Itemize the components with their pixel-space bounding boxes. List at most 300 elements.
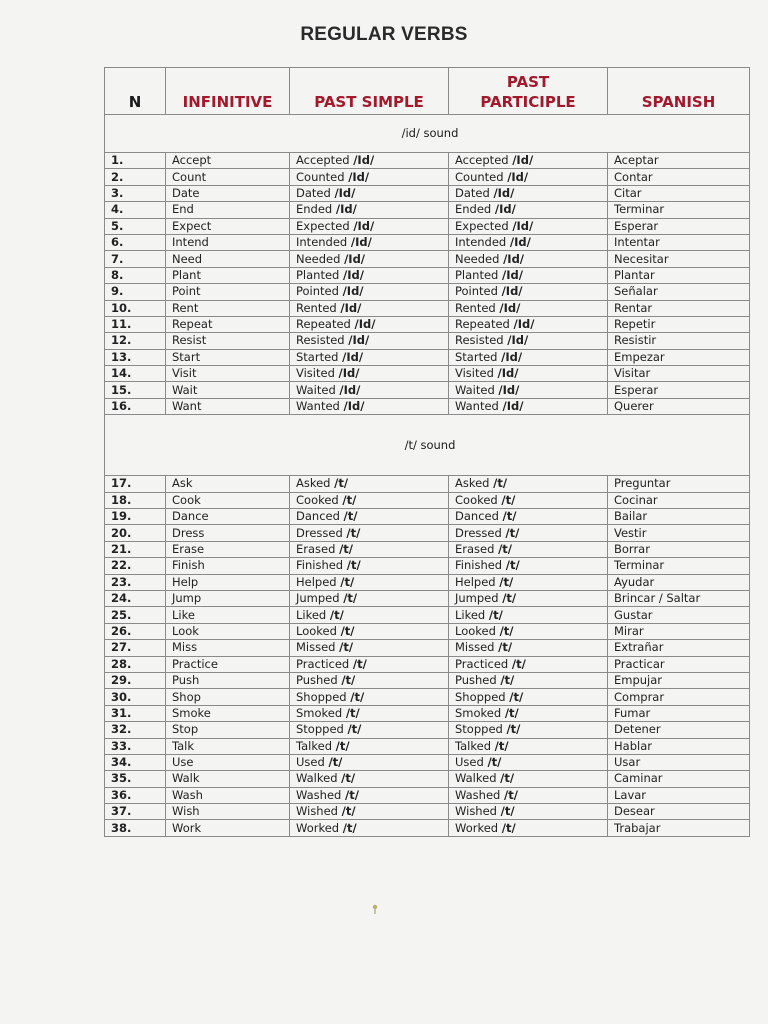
cell-spanish: Querer (608, 398, 750, 414)
verb-form: Worked (296, 820, 340, 835)
cell-number: 16. (105, 398, 166, 414)
sound-marker: /t/ (340, 623, 355, 638)
sound-marker: /Id/ (335, 202, 357, 217)
table-row (105, 623, 750, 639)
cell-past-participle (449, 607, 608, 623)
verb-form: Walked (455, 771, 497, 786)
cell-spanish: Cocinar (608, 492, 750, 508)
verb-form: Asked (296, 476, 331, 491)
header-past-participle-line1: PAST (506, 73, 550, 91)
cell-past-simple (290, 558, 449, 574)
verb-form: Waited (455, 382, 495, 397)
verb-form: Talked (296, 738, 332, 753)
cell-spanish: Visitar (608, 366, 750, 382)
sound-marker: /t/ (328, 755, 343, 770)
verb-form: Erased (296, 542, 336, 556)
cell-number: 37. (105, 804, 166, 820)
sound-marker: /Id/ (503, 251, 525, 266)
cell-number: 19. (105, 509, 166, 525)
cell-infinitive: Repeat (166, 316, 290, 332)
cell-infinitive: End (166, 202, 290, 218)
cell-spanish: Terminar (608, 558, 750, 574)
verb-form: Counted (296, 169, 345, 184)
section-heading-row (105, 415, 750, 476)
sound-marker: /Id/ (507, 333, 529, 348)
cell-number: 28. (105, 656, 166, 672)
verb-form: Asked (455, 476, 490, 491)
cell-past-participle (449, 185, 608, 201)
sound-marker: /Id/ (354, 317, 376, 332)
cell-spanish: Esperar (608, 218, 750, 234)
cell-number: 9. (105, 284, 166, 300)
verb-form: Needed (296, 251, 341, 266)
table-row (105, 366, 750, 382)
cell-infinitive: Talk (166, 738, 290, 754)
cell-spanish: Fumar (608, 705, 750, 721)
sound-marker: /t/ (494, 738, 509, 753)
cell-infinitive: Wait (166, 382, 290, 398)
cell-number: 5. (105, 218, 166, 234)
verb-form: Dated (455, 185, 490, 200)
sound-marker: /t/ (499, 623, 514, 638)
verb-form: Helped (455, 574, 496, 589)
section-heading-row (105, 115, 750, 153)
sound-marker: /Id/ (493, 185, 515, 200)
verb-form: Rented (296, 300, 337, 315)
cell-past-participle (449, 558, 608, 574)
regular-verbs-table (104, 67, 750, 837)
verb-form: Wanted (455, 399, 499, 414)
cell-past-simple (290, 574, 449, 590)
cell-number: 12. (105, 333, 166, 349)
sound-marker: /t/ (504, 787, 518, 802)
verb-form: Jumped (296, 591, 340, 606)
verb-form: Wanted (296, 399, 340, 414)
cell-number: 32. (105, 722, 166, 738)
verb-form: Waited (296, 382, 336, 397)
verb-form: Cooked (455, 492, 498, 507)
cell-past-participle (449, 738, 608, 754)
table-row (105, 382, 750, 398)
cell-spanish: Hablar (608, 738, 750, 754)
table-header-row (105, 68, 750, 115)
sound-marker: /t/ (346, 525, 361, 540)
cell-past-simple (290, 722, 449, 738)
cell-spanish: Practicar (608, 656, 750, 672)
sound-marker: /Id/ (494, 202, 516, 217)
verb-form: Planted (455, 267, 499, 282)
sound-marker: /Id/ (334, 185, 356, 200)
table-row (105, 574, 750, 590)
sound-marker: /t/ (346, 558, 361, 573)
table-body (105, 115, 750, 837)
sound-marker: /Id/ (348, 333, 370, 348)
cell-past-participle (449, 771, 608, 787)
sound-marker: /Id/ (509, 235, 531, 250)
verb-form: Expected (455, 218, 509, 233)
verb-form: Intended (455, 235, 507, 250)
header-past-participle (449, 68, 608, 115)
verb-form: Liked (296, 607, 327, 622)
cell-past-participle (449, 218, 608, 234)
cell-spanish: Empezar (608, 349, 750, 365)
table-row (105, 284, 750, 300)
cell-past-participle (449, 202, 608, 218)
sound-marker: /t/ (341, 771, 356, 786)
sound-marker: /t/ (505, 558, 520, 573)
cell-number: 15. (105, 382, 166, 398)
cell-past-participle (449, 754, 608, 770)
cell-number: 30. (105, 689, 166, 705)
verb-form: Expected (296, 218, 350, 233)
verb-form: Shopped (296, 689, 347, 704)
verb-form: Practiced (455, 656, 509, 671)
cell-spanish: Borrar (608, 541, 750, 557)
cell-infinitive: Plant (166, 267, 290, 283)
cell-infinitive: Want (166, 398, 290, 414)
cell-past-simple (290, 787, 449, 803)
sound-marker: /Id/ (339, 382, 361, 397)
table-row (105, 590, 750, 606)
verb-form: Looked (455, 623, 496, 638)
verb-form: Rented (455, 300, 496, 315)
verb-form: Wished (296, 804, 338, 819)
cell-past-simple (290, 804, 449, 820)
table-row (105, 509, 750, 525)
verb-form: Helped (296, 574, 337, 589)
cell-spanish: Trabajar (608, 820, 750, 836)
cell-number: 25. (105, 607, 166, 623)
cell-past-participle (449, 525, 608, 541)
cell-past-participle (449, 300, 608, 316)
sound-marker: /t/ (501, 820, 516, 835)
cell-number: 3. (105, 185, 166, 201)
verb-form: Dressed (296, 525, 343, 540)
cell-past-participle (449, 251, 608, 267)
cell-infinitive: Dress (166, 525, 290, 541)
cell-past-simple (290, 754, 449, 770)
verb-form: Dated (296, 185, 331, 200)
sound-marker: /Id/ (502, 399, 524, 414)
cell-past-participle (449, 640, 608, 656)
cell-spanish: Intentar (608, 234, 750, 250)
sound-marker: /Id/ (501, 284, 523, 299)
sound-marker: /Id/ (350, 235, 372, 250)
cell-infinitive: Push (166, 672, 290, 688)
table-row (105, 234, 750, 250)
sound-marker: /t/ (339, 542, 353, 556)
verb-form: Stopped (455, 722, 503, 737)
cell-past-simple (290, 300, 449, 316)
cell-past-participle (449, 509, 608, 525)
table-row (105, 689, 750, 705)
cell-spanish: Aceptar (608, 153, 750, 169)
cell-number: 24. (105, 590, 166, 606)
verb-form: Resisted (296, 333, 345, 348)
cell-number: 20. (105, 525, 166, 541)
sound-marker: /Id/ (513, 317, 535, 332)
table-row (105, 185, 750, 201)
verb-form: Planted (296, 267, 340, 282)
cell-infinitive: Miss (166, 640, 290, 656)
cell-past-participle (449, 820, 608, 836)
cell-infinitive: Walk (166, 771, 290, 787)
verb-form: Accepted (455, 153, 509, 168)
cell-number: 13. (105, 349, 166, 365)
sound-marker: /Id/ (343, 267, 364, 282)
cell-past-simple (290, 623, 449, 639)
cell-past-simple (290, 820, 449, 836)
cell-past-participle (449, 689, 608, 705)
table-row (105, 771, 750, 787)
verb-form: Used (296, 755, 325, 770)
sound-marker: /Id/ (353, 218, 375, 233)
table-row (105, 398, 750, 414)
verb-form: Smoked (455, 705, 502, 720)
cell-infinitive: Finish (166, 558, 290, 574)
verb-form: Pointed (455, 284, 498, 299)
cell-past-participle (449, 316, 608, 332)
sound-marker: /t/ (343, 509, 358, 524)
sound-marker: /t/ (498, 542, 512, 556)
cell-past-participle (449, 590, 608, 606)
verb-form: Wished (455, 804, 497, 819)
cell-spanish: Extrañar (608, 640, 750, 656)
section-heading: /t/ sound (105, 415, 750, 476)
table-row (105, 787, 750, 803)
table-row (105, 333, 750, 349)
cell-spanish: Citar (608, 185, 750, 201)
cell-spanish: Vestir (608, 525, 750, 541)
verb-form: Started (455, 349, 498, 364)
cell-number: 8. (105, 267, 166, 283)
table-row (105, 722, 750, 738)
sound-marker: /t/ (500, 804, 515, 819)
cell-number: 35. (105, 771, 166, 787)
cell-infinitive: Jump (166, 590, 290, 606)
cell-past-simple (290, 234, 449, 250)
sound-marker: /t/ (502, 591, 517, 606)
cell-number: 10. (105, 300, 166, 316)
cell-past-participle (449, 153, 608, 169)
sound-marker: /t/ (502, 509, 517, 524)
cell-spanish: Mirar (608, 623, 750, 639)
verb-form: Started (296, 349, 339, 364)
sound-marker: /t/ (342, 820, 357, 835)
cell-past-simple (290, 267, 449, 283)
table-row (105, 218, 750, 234)
cell-infinitive: Stop (166, 722, 290, 738)
cell-number: 7. (105, 251, 166, 267)
sound-marker: /t/ (488, 607, 503, 622)
cell-number: 14. (105, 366, 166, 382)
sound-marker: /t/ (504, 705, 519, 720)
sound-marker: /t/ (511, 656, 526, 671)
cell-number: 18. (105, 492, 166, 508)
verb-form: Cooked (296, 492, 339, 507)
table-row (105, 672, 750, 688)
cell-number: 1. (105, 153, 166, 169)
cell-past-simple (290, 202, 449, 218)
sound-marker: /t/ (342, 492, 357, 507)
cell-spanish: Contar (608, 169, 750, 185)
verb-form: Washed (455, 787, 501, 802)
verb-form: Intended (296, 235, 348, 250)
table-row (105, 640, 750, 656)
verb-form: Visited (296, 366, 335, 381)
sound-marker: /t/ (350, 689, 365, 704)
cell-past-simple (290, 640, 449, 656)
cell-past-participle (449, 541, 608, 557)
cell-past-participle (449, 722, 608, 738)
verb-form: Pushed (296, 673, 338, 688)
table-row (105, 820, 750, 836)
sound-marker: /t/ (509, 689, 524, 704)
cell-past-simple (290, 541, 449, 557)
cell-past-participle (449, 787, 608, 803)
sound-marker: /t/ (345, 705, 360, 720)
cell-spanish: Comprar (608, 689, 750, 705)
sound-marker: /t/ (329, 607, 344, 622)
cell-past-simple (290, 382, 449, 398)
cell-infinitive: Shop (166, 689, 290, 705)
cell-past-simple (290, 185, 449, 201)
table-row (105, 738, 750, 754)
cell-spanish: Plantar (608, 267, 750, 283)
table-row (105, 251, 750, 267)
table-row (105, 705, 750, 721)
cell-past-simple (290, 656, 449, 672)
cell-infinitive: Cook (166, 492, 290, 508)
verb-form: Danced (296, 509, 340, 524)
verb-form: Shopped (455, 689, 506, 704)
cell-past-simple (290, 333, 449, 349)
cell-infinitive: Look (166, 623, 290, 639)
table-row (105, 558, 750, 574)
table-row (105, 804, 750, 820)
cell-infinitive: Accept (166, 153, 290, 169)
cell-number: 22. (105, 558, 166, 574)
cell-spanish: Preguntar (608, 476, 750, 492)
cell-past-simple (290, 771, 449, 787)
pin-mark-icon (371, 904, 379, 914)
verb-form: Finished (296, 558, 344, 573)
table-row (105, 492, 750, 508)
cell-spanish: Bailar (608, 509, 750, 525)
sound-marker: /t/ (339, 640, 354, 655)
verb-form: Used (455, 755, 484, 770)
sound-marker: /Id/ (512, 153, 534, 168)
cell-spanish: Empujar (608, 672, 750, 688)
sound-marker: /t/ (343, 591, 358, 606)
sound-marker: /t/ (499, 574, 514, 589)
cell-past-participle (449, 333, 608, 349)
sound-marker: /t/ (335, 738, 350, 753)
cell-number: 2. (105, 169, 166, 185)
cell-number: 11. (105, 316, 166, 332)
cell-infinitive: Practice (166, 656, 290, 672)
cell-infinitive: Erase (166, 541, 290, 557)
cell-past-participle (449, 234, 608, 250)
verb-form: Ended (455, 202, 492, 217)
cell-past-participle (449, 267, 608, 283)
cell-past-participle (449, 574, 608, 590)
cell-past-simple (290, 218, 449, 234)
cell-infinitive: Intend (166, 234, 290, 250)
sound-marker: /t/ (506, 722, 521, 737)
cell-spanish: Esperar (608, 382, 750, 398)
sound-marker: /t/ (493, 476, 508, 491)
verb-form: Accepted (296, 153, 350, 168)
cell-spanish: Repetir (608, 316, 750, 332)
cell-number: 38. (105, 820, 166, 836)
sound-marker: /Id/ (344, 251, 366, 266)
table-row (105, 607, 750, 623)
sound-marker: /t/ (500, 771, 515, 786)
sound-marker: /t/ (345, 787, 359, 802)
cell-past-participle (449, 623, 608, 639)
sound-marker: /Id/ (499, 300, 521, 315)
cell-infinitive: Resist (166, 333, 290, 349)
table-row (105, 267, 750, 283)
sound-marker: /Id/ (340, 300, 362, 315)
table-row (105, 169, 750, 185)
cell-past-simple (290, 366, 449, 382)
cell-infinitive: Date (166, 185, 290, 201)
cell-infinitive: Start (166, 349, 290, 365)
cell-number: 34. (105, 754, 166, 770)
cell-spanish: Gustar (608, 607, 750, 623)
cell-infinitive: Help (166, 574, 290, 590)
sound-marker: /Id/ (338, 366, 360, 381)
cell-past-participle (449, 705, 608, 721)
cell-past-participle (449, 804, 608, 820)
cell-past-simple (290, 284, 449, 300)
cell-past-participle (449, 398, 608, 414)
cell-infinitive: Rent (166, 300, 290, 316)
verb-form: Jumped (455, 591, 499, 606)
cell-number: 21. (105, 541, 166, 557)
verb-form: Erased (455, 542, 495, 556)
cell-past-participle (449, 656, 608, 672)
cell-infinitive: Need (166, 251, 290, 267)
cell-infinitive: Count (166, 169, 290, 185)
cell-infinitive: Wish (166, 804, 290, 820)
verb-form: Missed (455, 640, 495, 655)
cell-number: 26. (105, 623, 166, 639)
cell-spanish: Necesitar (608, 251, 750, 267)
verb-form: Ended (296, 202, 333, 217)
verb-form: Repeated (296, 317, 351, 332)
cell-number: 33. (105, 738, 166, 754)
table-row (105, 316, 750, 332)
sound-marker: /Id/ (348, 169, 370, 184)
cell-number: 4. (105, 202, 166, 218)
cell-past-simple (290, 738, 449, 754)
sound-marker: /Id/ (342, 284, 364, 299)
sound-marker: /Id/ (343, 399, 365, 414)
verb-form: Counted (455, 169, 504, 184)
verb-form: Visited (455, 366, 494, 381)
cell-infinitive: Wash (166, 787, 290, 803)
sound-marker: /Id/ (507, 169, 529, 184)
cell-past-simple (290, 349, 449, 365)
table-row (105, 541, 750, 557)
cell-past-simple (290, 169, 449, 185)
cell-past-participle (449, 284, 608, 300)
verb-form: Pointed (296, 284, 339, 299)
cell-past-simple (290, 398, 449, 414)
